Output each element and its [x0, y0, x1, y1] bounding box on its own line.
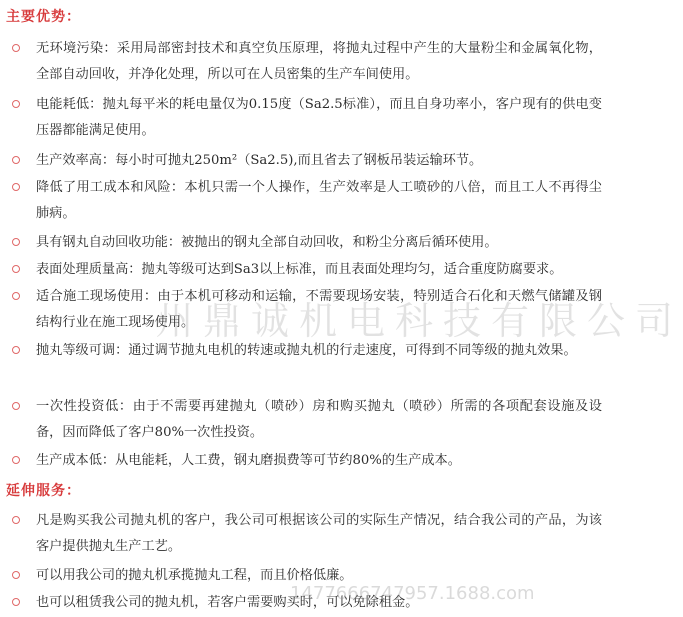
watermark-url: 1477666747957.1688.com [290, 583, 535, 604]
list-item: 也可以租赁我公司的抛丸机，若客户需要购买时，可以免除租金。 [12, 590, 602, 616]
circle-bullet-icon [12, 183, 20, 191]
list-item: 抛丸等级可调：通过调节抛丸电机的转速或抛丸机的行走速度，可得到不同等级的抛丸效果。 [12, 338, 602, 364]
circle-bullet-icon [12, 402, 20, 410]
circle-bullet-icon [12, 346, 20, 354]
list-item: 无环境污染：采用局部密封技术和真空负压原理，将抛丸过程中产生的大量粉尘和金属氧化物，全部自动回收，并净化处理，所以可在人员密集的生产车间使用。 [12, 36, 602, 88]
watermark-company: 州鼎诚机电科技有限公司 [155, 299, 683, 343]
circle-bullet-icon [12, 292, 20, 300]
list-item: 可以用我公司的抛丸机承揽抛丸工程，而且价格低廉。 [12, 563, 602, 589]
list-item: 一次性投资低：由于不需要再建抛丸（喷砂）房和购买抛丸（喷砂）所需的各项配套设施及设备，因而降低了客户80%一次性投资。 [12, 394, 602, 446]
list-item: 表面处理质量高：抛丸等级可达到Sa3以上标准，而且表面处理均匀，适合重度防腐要求。 [12, 257, 602, 283]
list-item: 降低了用工成本和风险：本机只需一个人操作，生产效率是人工喷砂的八倍，而且工人不再得尘肺病。 [12, 175, 602, 227]
circle-bullet-icon [12, 265, 20, 273]
list-item: 电能耗低：抛丸每平米的耗电量仅为0.15度（Sa2.5标准），而且自身功率小，客户现有的供电变压器都能满足使用。 [12, 92, 602, 144]
circle-bullet-icon [12, 456, 20, 464]
list-item: 适合施工现场使用：由于本机可移动和运输，不需要现场安装，特别适合石化和天燃气储罐及钢结构行业在施工现场使用。 [12, 284, 602, 336]
list-item: 生产效率高：每小时可抛丸250m²（Sa2.5),而且省去了钢板吊装运输环节。 [12, 148, 602, 174]
list-item: 具有钢丸自动回收功能：被抛出的钢丸全部自动回收，和粉尘分离后循环使用。 [12, 230, 602, 256]
list-item: 生产成本低：从电能耗，人工费，钢丸磨损费等可节约80%的生产成本。 [12, 448, 602, 474]
circle-bullet-icon [12, 238, 20, 246]
circle-bullet-icon [12, 516, 20, 524]
section-heading-advantages: 主要优势： [6, 9, 81, 25]
list-item: 凡是购买我公司抛丸机的客户，我公司可根据该公司的实际生产情况，结合我公司的产品，为该客户提供抛丸生产工艺。 [12, 508, 602, 560]
circle-bullet-icon [12, 44, 20, 52]
circle-bullet-icon [12, 100, 20, 108]
circle-bullet-icon [12, 598, 20, 606]
circle-bullet-icon [12, 571, 20, 579]
section-heading-services: 延伸服务： [6, 483, 81, 499]
circle-bullet-icon [12, 156, 20, 164]
